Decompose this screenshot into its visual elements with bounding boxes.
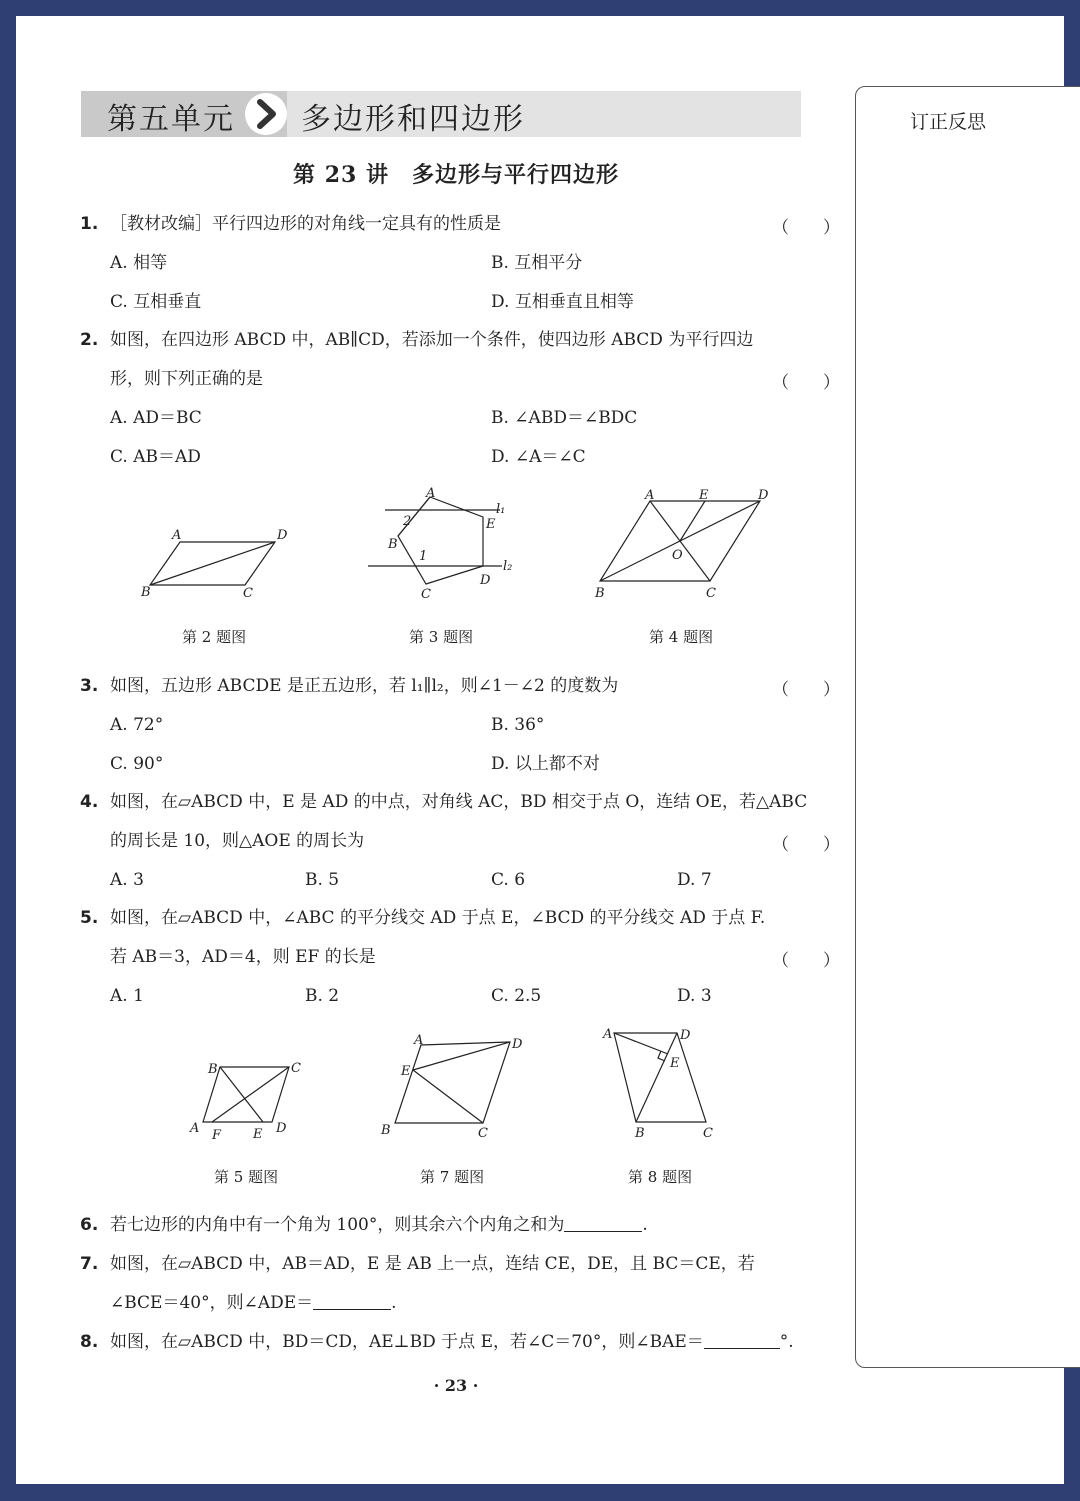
question-number: 1. [80, 214, 99, 234]
figure-caption: 第 2 题图 [182, 628, 247, 646]
question-text: ∠BCE＝40°，则∠ADE＝ [110, 1293, 314, 1313]
option-d: D. 3 [677, 986, 712, 1006]
answer-paren: （ ） [772, 680, 840, 700]
answer-blank[interactable] [564, 1231, 642, 1232]
option-b: B. 36° [491, 715, 545, 735]
question-end: °. [779, 1332, 794, 1352]
label-c: C [706, 586, 716, 601]
question-number: 8. [80, 1332, 99, 1352]
question-line [110, 1331, 794, 1353]
label-a: A [645, 488, 655, 503]
option-c: C. 6 [491, 870, 526, 890]
label-e: E [486, 517, 496, 532]
label-l1: l₁ [496, 502, 506, 517]
label-d: D [277, 528, 288, 543]
answer-paren: （ ） [772, 373, 840, 393]
question-number: 3. [80, 676, 99, 696]
figure-caption: 第 5 题图 [214, 1168, 279, 1186]
label-o: O [672, 548, 683, 563]
question-text: 如图，在▱ABCD 中，BD＝CD，AE⊥BD 于点 E，若∠C＝70°，则∠BAE＝ [110, 1332, 704, 1352]
label-angle-2: 2 [403, 514, 412, 529]
answer-paren: （ ） [772, 218, 840, 238]
label-c: C [291, 1061, 301, 1076]
label-e: E [699, 488, 709, 503]
label-l2: l₂ [503, 559, 513, 574]
label-a: A [172, 528, 182, 543]
unit-title: 多边形和四边形 [301, 102, 525, 137]
question-number: 5. [80, 908, 99, 928]
label-a: A [603, 1027, 613, 1042]
label-b: B [208, 1062, 218, 1077]
figure-8 [614, 1033, 706, 1122]
figure-caption: 第 7 题图 [420, 1168, 485, 1186]
label-e: E [401, 1064, 411, 1079]
label-d: D [480, 573, 491, 588]
label-e: E [670, 1056, 680, 1071]
option-a: A. 3 [110, 870, 144, 890]
label-c: C [243, 586, 253, 601]
option-a: A. 1 [110, 986, 144, 1006]
question-text: 若 AB＝3，AD＝4，则 EF 的长是 [110, 947, 376, 967]
label-b: B [595, 586, 605, 601]
option-a: A. 72° [110, 715, 164, 735]
label-a: A [426, 486, 436, 501]
option-b: B. 5 [305, 870, 340, 890]
label-c: C [421, 587, 431, 602]
question-text: 若七边形的内角中有一个角为 100°，则其余六个内角之和为 [110, 1215, 565, 1235]
lesson-title: 第 23 讲 多边形与平行四边形 [293, 162, 619, 188]
question-text: 如图，五边形 ABCDE 是正五边形，若 l₁∥l₂，则∠1－∠2 的度数为 [110, 676, 619, 696]
option-d: D. 7 [677, 870, 712, 890]
label-d: D [680, 1028, 691, 1043]
figure-7 [395, 1042, 510, 1123]
option-a: A. 相等 [110, 253, 168, 273]
answer-paren: （ ） [772, 835, 840, 855]
label-b: B [388, 537, 398, 552]
question-text: 如图，在四边形 ABCD 中，AB∥CD，若添加一个条件，使四边形 ABCD 为平行四边 [110, 330, 754, 350]
option-c: C. 互相垂直 [110, 292, 202, 312]
figure-caption: 第 8 题图 [628, 1168, 693, 1186]
figure-caption: 第 4 题图 [649, 628, 714, 646]
question-text: 如图，在▱ABCD 中，∠ABC 的平分线交 AD 于点 E，∠BCD 的平分线交 AD 于点 F. [110, 908, 766, 928]
answer-blank[interactable] [704, 1348, 780, 1349]
label-c: C [703, 1126, 713, 1141]
option-a: A. AD＝BC [110, 408, 202, 428]
reflection-title: 订正反思 [910, 111, 987, 133]
option-b: B. ∠ABD＝∠BDC [491, 408, 638, 428]
question-line [110, 1214, 648, 1236]
label-d: D [758, 488, 769, 503]
label-angle-1: 1 [419, 549, 428, 564]
option-d: D. 互相垂直且相等 [491, 292, 634, 312]
label-a: A [414, 1033, 424, 1048]
label-e: E [253, 1127, 263, 1142]
question-text: 平行四边形的对角线一定具有的性质是 [212, 214, 501, 234]
label-d: D [512, 1037, 523, 1052]
figure-caption: 第 3 题图 [409, 628, 474, 646]
label-b: B [381, 1123, 391, 1138]
option-b: B. 2 [305, 986, 340, 1006]
option-c: C. AB＝AD [110, 447, 201, 467]
unit-number: 第五单元 [107, 102, 235, 137]
label-a: A [190, 1121, 200, 1136]
question-text: 如图，在▱ABCD 中，E 是 AD 的中点，对角线 AC，BD 相交于点 O，连结 OE，若△ABC [110, 792, 808, 812]
question-tag: ［教材改编］ [110, 214, 212, 234]
label-b: B [635, 1126, 645, 1141]
option-b: B. 互相平分 [491, 253, 583, 273]
question-end: . [391, 1293, 397, 1313]
question-number: 7. [80, 1254, 99, 1274]
option-d: D. 以上都不对 [491, 754, 600, 774]
answer-paren: （ ） [772, 951, 840, 971]
question-line [110, 1292, 397, 1314]
option-c: C. 90° [110, 754, 164, 774]
question-number: 6. [80, 1215, 99, 1235]
page-number: · 23 · [433, 1376, 479, 1395]
answer-blank[interactable] [313, 1309, 391, 1310]
option-c: C. 2.5 [491, 986, 542, 1006]
question-number: 2. [80, 330, 99, 350]
label-d: D [276, 1121, 287, 1136]
label-f: F [212, 1128, 222, 1143]
question-text: 如图，在▱ABCD 中，AB＝AD，E 是 AB 上一点，连结 CE，DE，且 BC＝CE，若 [110, 1254, 755, 1274]
question-text: 的周长是 10，则△AOE 的周长为 [110, 831, 365, 851]
question-end: . [642, 1215, 648, 1235]
question-text: 形，则下列正确的是 [110, 369, 263, 389]
label-b: B [141, 585, 151, 600]
question-number: 4. [80, 792, 99, 812]
label-c: C [478, 1126, 488, 1141]
option-d: D. ∠A＝∠C [491, 447, 586, 467]
